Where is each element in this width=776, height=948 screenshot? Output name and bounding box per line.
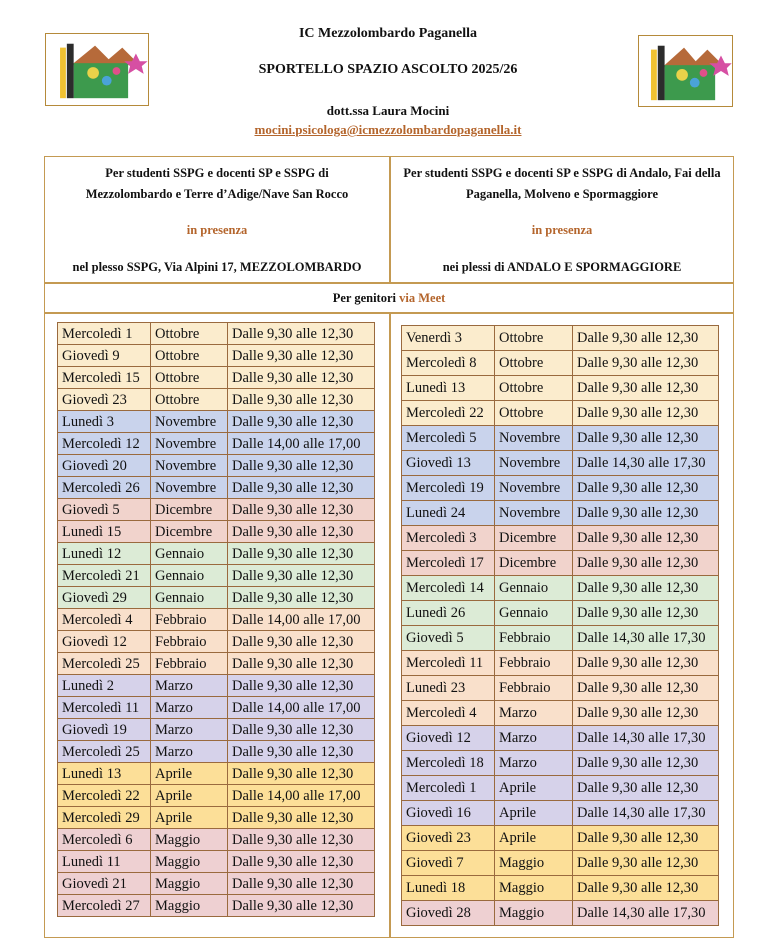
date-cell: Mercoledì 15 bbox=[58, 367, 151, 389]
hours-cell: Dalle 9,30 alle 12,30 bbox=[228, 543, 375, 565]
month-cell: Novembre bbox=[495, 451, 573, 476]
schedule-row bbox=[402, 626, 719, 651]
schedule-row bbox=[58, 697, 375, 719]
schedule-row bbox=[402, 851, 719, 876]
hours-cell: Dalle 9,30 alle 12,30 bbox=[573, 476, 719, 501]
hours-cell: Dalle 14,30 alle 17,30 bbox=[573, 451, 719, 476]
month-cell: Novembre bbox=[495, 476, 573, 501]
month-cell: Maggio bbox=[151, 829, 228, 851]
hours-cell: Dalle 9,30 alle 12,30 bbox=[228, 873, 375, 895]
schedule-row bbox=[402, 826, 719, 851]
month-cell: Ottobre bbox=[495, 326, 573, 351]
date-cell: Mercoledì 17 bbox=[402, 551, 495, 576]
date-cell: Lunedì 26 bbox=[402, 601, 495, 626]
date-cell: Lunedì 13 bbox=[58, 763, 151, 785]
schedule-row bbox=[402, 326, 719, 351]
schedule-row bbox=[58, 411, 375, 433]
hours-cell: Dalle 9,30 alle 12,30 bbox=[228, 345, 375, 367]
date-cell: Mercoledì 5 bbox=[402, 426, 495, 451]
month-cell: Novembre bbox=[495, 501, 573, 526]
hours-cell: Dalle 9,30 alle 12,30 bbox=[573, 701, 719, 726]
hours-cell: Dalle 9,30 alle 12,30 bbox=[573, 351, 719, 376]
hours-cell: Dalle 9,30 alle 12,30 bbox=[228, 851, 375, 873]
date-cell: Giovedì 12 bbox=[58, 631, 151, 653]
schedule-row bbox=[58, 785, 375, 807]
month-cell: Dicembre bbox=[151, 521, 228, 543]
date-cell: Giovedì 12 bbox=[402, 726, 495, 751]
month-cell: Novembre bbox=[151, 477, 228, 499]
hours-cell: Dalle 9,30 alle 12,30 bbox=[228, 631, 375, 653]
month-cell: Ottobre bbox=[495, 401, 573, 426]
date-cell: Giovedì 20 bbox=[58, 455, 151, 477]
schedule-row bbox=[402, 376, 719, 401]
left-audience: Per studenti SSPG e docenti SP e SSPG di Mezzolombardo e Terre d’Adige/Nave San Rocco bbox=[85, 166, 349, 201]
month-cell: Novembre bbox=[151, 411, 228, 433]
date-cell: Giovedì 13 bbox=[402, 451, 495, 476]
hours-cell: Dalle 9,30 alle 12,30 bbox=[573, 551, 719, 576]
schedule-row bbox=[402, 476, 719, 501]
date-cell: Giovedì 19 bbox=[58, 719, 151, 741]
month-cell: Aprile bbox=[495, 801, 573, 826]
month-cell: Marzo bbox=[495, 726, 573, 751]
month-cell: Marzo bbox=[151, 675, 228, 697]
schedule-row bbox=[402, 701, 719, 726]
hours-cell: Dalle 14,30 alle 17,30 bbox=[573, 626, 719, 651]
month-cell: Maggio bbox=[151, 873, 228, 895]
month-cell: Maggio bbox=[151, 851, 228, 873]
date-cell: Lunedì 18 bbox=[402, 876, 495, 901]
schedule-row bbox=[402, 776, 719, 801]
hours-cell: Dalle 9,30 alle 12,30 bbox=[573, 326, 719, 351]
parents-label: Per genitori bbox=[332, 291, 396, 305]
schedule-row bbox=[58, 499, 375, 521]
date-cell: Lunedì 12 bbox=[58, 543, 151, 565]
month-cell: Gennaio bbox=[495, 576, 573, 601]
hours-cell: Dalle 9,30 alle 12,30 bbox=[228, 411, 375, 433]
schedule-row bbox=[58, 873, 375, 895]
month-cell: Dicembre bbox=[151, 499, 228, 521]
month-cell: Ottobre bbox=[495, 376, 573, 401]
month-cell: Marzo bbox=[151, 719, 228, 741]
schedule-row bbox=[402, 351, 719, 376]
schedule-row bbox=[58, 895, 375, 917]
right-column-header bbox=[391, 157, 733, 282]
schedule-row bbox=[58, 521, 375, 543]
schedule-row bbox=[58, 455, 375, 477]
schedule-row bbox=[402, 426, 719, 451]
schedule-row bbox=[58, 565, 375, 587]
month-cell: Novembre bbox=[151, 433, 228, 455]
schedule-row bbox=[58, 543, 375, 565]
hours-cell: Dalle 9,30 alle 12,30 bbox=[573, 851, 719, 876]
date-cell: Giovedì 9 bbox=[58, 345, 151, 367]
right-mode: in presenza bbox=[531, 223, 593, 237]
date-cell: Giovedì 23 bbox=[402, 826, 495, 851]
date-cell: Mercoledì 21 bbox=[58, 565, 151, 587]
left-mode: in presenza bbox=[186, 223, 248, 237]
hours-cell: Dalle 9,30 alle 12,30 bbox=[228, 565, 375, 587]
doctor-name: dott.ssa Laura Mocini bbox=[326, 103, 450, 118]
hours-cell: Dalle 9,30 alle 12,30 bbox=[228, 499, 375, 521]
date-cell: Mercoledì 22 bbox=[402, 401, 495, 426]
month-cell: Maggio bbox=[151, 895, 228, 917]
hours-cell: Dalle 9,30 alle 12,30 bbox=[228, 389, 375, 411]
date-cell: Mercoledì 25 bbox=[58, 653, 151, 675]
month-cell: Aprile bbox=[151, 807, 228, 829]
schedule-row bbox=[58, 609, 375, 631]
schedule-row bbox=[58, 587, 375, 609]
month-cell: Ottobre bbox=[495, 351, 573, 376]
date-cell: Lunedì 11 bbox=[58, 851, 151, 873]
schedule-row bbox=[402, 726, 719, 751]
schedule-row bbox=[402, 601, 719, 626]
schedule-row bbox=[402, 651, 719, 676]
month-cell: Ottobre bbox=[151, 323, 228, 345]
date-cell: Mercoledì 29 bbox=[58, 807, 151, 829]
date-cell: Mercoledì 19 bbox=[402, 476, 495, 501]
date-cell: Venerdì 3 bbox=[402, 326, 495, 351]
schedule-row bbox=[402, 876, 719, 901]
date-cell: Mercoledì 4 bbox=[402, 701, 495, 726]
parents-mode: via Meet bbox=[399, 291, 446, 305]
hours-cell: Dalle 9,30 alle 12,30 bbox=[228, 367, 375, 389]
hours-cell: Dalle 14,00 alle 17,00 bbox=[228, 609, 375, 631]
month-cell: Marzo bbox=[495, 751, 573, 776]
date-cell: Giovedì 29 bbox=[58, 587, 151, 609]
date-cell: Mercoledì 26 bbox=[58, 477, 151, 499]
schedule-row bbox=[58, 741, 375, 763]
schedule-row bbox=[58, 851, 375, 873]
month-cell: Marzo bbox=[495, 701, 573, 726]
schedule-row bbox=[58, 763, 375, 785]
schedule-row bbox=[402, 526, 719, 551]
month-cell: Ottobre bbox=[151, 367, 228, 389]
schedule-row bbox=[58, 477, 375, 499]
month-cell: Maggio bbox=[495, 876, 573, 901]
schedule-row bbox=[58, 675, 375, 697]
parents-row bbox=[45, 284, 733, 312]
hours-cell: Dalle 9,30 alle 12,30 bbox=[228, 807, 375, 829]
month-cell: Novembre bbox=[151, 455, 228, 477]
hours-cell: Dalle 9,30 alle 12,30 bbox=[228, 653, 375, 675]
hours-cell: Dalle 9,30 alle 12,30 bbox=[573, 401, 719, 426]
date-cell: Mercoledì 27 bbox=[58, 895, 151, 917]
schedule-row bbox=[58, 807, 375, 829]
hours-cell: Dalle 9,30 alle 12,30 bbox=[228, 719, 375, 741]
month-cell: Novembre bbox=[495, 426, 573, 451]
month-cell: Aprile bbox=[151, 785, 228, 807]
hours-cell: Dalle 9,30 alle 12,30 bbox=[573, 426, 719, 451]
month-cell: Maggio bbox=[495, 851, 573, 876]
schedule-row bbox=[58, 345, 375, 367]
date-cell: Mercoledì 8 bbox=[402, 351, 495, 376]
month-cell: Gennaio bbox=[151, 587, 228, 609]
left-schedule-table bbox=[57, 322, 375, 917]
month-cell: Febbraio bbox=[151, 631, 228, 653]
month-cell: Febbraio bbox=[151, 653, 228, 675]
date-cell: Giovedì 16 bbox=[402, 801, 495, 826]
date-cell: Mercoledì 3 bbox=[402, 526, 495, 551]
schedule-row bbox=[58, 389, 375, 411]
schedule-row bbox=[402, 576, 719, 601]
hours-cell: Dalle 14,30 alle 17,30 bbox=[573, 726, 719, 751]
date-cell: Giovedì 5 bbox=[58, 499, 151, 521]
date-cell: Mercoledì 1 bbox=[402, 776, 495, 801]
hours-cell: Dalle 9,30 alle 12,30 bbox=[573, 826, 719, 851]
hours-cell: Dalle 14,30 alle 17,30 bbox=[573, 801, 719, 826]
schedule-row bbox=[58, 829, 375, 851]
month-cell: Febbraio bbox=[151, 609, 228, 631]
hours-cell: Dalle 9,30 alle 12,30 bbox=[573, 601, 719, 626]
date-cell: Mercoledì 25 bbox=[58, 741, 151, 763]
schedule-row bbox=[58, 653, 375, 675]
schedule-row bbox=[402, 401, 719, 426]
date-cell: Giovedì 21 bbox=[58, 873, 151, 895]
month-cell: Febbraio bbox=[495, 676, 573, 701]
hours-cell: Dalle 9,30 alle 12,30 bbox=[573, 376, 719, 401]
month-cell: Febbraio bbox=[495, 651, 573, 676]
date-cell: Mercoledì 4 bbox=[58, 609, 151, 631]
schedule-row bbox=[402, 801, 719, 826]
hours-cell: Dalle 9,30 alle 12,30 bbox=[228, 323, 375, 345]
date-cell: Lunedì 3 bbox=[58, 411, 151, 433]
hours-cell: Dalle 9,30 alle 12,30 bbox=[228, 741, 375, 763]
date-cell: Lunedì 13 bbox=[402, 376, 495, 401]
month-cell: Aprile bbox=[151, 763, 228, 785]
email-link[interactable]: mocini.psicologa@icmezzolombardopaganella.it bbox=[254, 122, 522, 137]
hours-cell: Dalle 9,30 alle 12,30 bbox=[228, 455, 375, 477]
hours-cell: Dalle 14,00 alle 17,00 bbox=[228, 697, 375, 719]
date-cell: Mercoledì 22 bbox=[58, 785, 151, 807]
hours-cell: Dalle 9,30 alle 12,30 bbox=[573, 526, 719, 551]
hours-cell: Dalle 9,30 alle 12,30 bbox=[228, 477, 375, 499]
date-cell: Mercoledì 11 bbox=[402, 651, 495, 676]
month-cell: Gennaio bbox=[495, 601, 573, 626]
schedule-row bbox=[402, 901, 719, 926]
date-cell: Mercoledì 11 bbox=[58, 697, 151, 719]
school-name: IC Mezzolombardo Paganella bbox=[298, 26, 478, 41]
date-cell: Giovedì 7 bbox=[402, 851, 495, 876]
month-cell: Gennaio bbox=[151, 565, 228, 587]
month-cell: Aprile bbox=[495, 776, 573, 801]
date-cell: Giovedì 28 bbox=[402, 901, 495, 926]
month-cell: Febbraio bbox=[495, 626, 573, 651]
date-cell: Mercoledì 1 bbox=[58, 323, 151, 345]
date-cell: Lunedì 23 bbox=[402, 676, 495, 701]
month-cell: Marzo bbox=[151, 741, 228, 763]
hours-cell: Dalle 9,30 alle 12,30 bbox=[228, 675, 375, 697]
month-cell: Ottobre bbox=[151, 345, 228, 367]
schedule-row bbox=[58, 433, 375, 455]
schedule-row bbox=[58, 631, 375, 653]
hours-cell: Dalle 9,30 alle 12,30 bbox=[228, 763, 375, 785]
hours-cell: Dalle 9,30 alle 12,30 bbox=[573, 676, 719, 701]
hours-cell: Dalle 9,30 alle 12,30 bbox=[228, 587, 375, 609]
month-cell: Ottobre bbox=[151, 389, 228, 411]
date-cell: Lunedì 15 bbox=[58, 521, 151, 543]
date-cell: Lunedì 2 bbox=[58, 675, 151, 697]
right-audience: Per studenti SSPG e docenti SP e SSPG di Andalo, Fai della Paganella, Molveno e Spormaggiore bbox=[403, 166, 721, 201]
schedule-row bbox=[58, 323, 375, 345]
hours-cell: Dalle 9,30 alle 12,30 bbox=[573, 651, 719, 676]
right-location: nei plessi di ANDALO E SPORMAGGIORE bbox=[442, 260, 682, 274]
left-column-header bbox=[45, 157, 389, 282]
schedule-row bbox=[402, 751, 719, 776]
month-cell: Aprile bbox=[495, 826, 573, 851]
schedule-row bbox=[58, 719, 375, 741]
left-location: nel plesso SSPG, Via Alpini 17, MEZZOLOMBARDO bbox=[72, 260, 362, 274]
hours-cell: Dalle 9,30 alle 12,30 bbox=[228, 521, 375, 543]
month-cell: Dicembre bbox=[495, 551, 573, 576]
month-cell: Gennaio bbox=[151, 543, 228, 565]
hours-cell: Dalle 9,30 alle 12,30 bbox=[573, 576, 719, 601]
month-cell: Dicembre bbox=[495, 526, 573, 551]
schedule-row bbox=[402, 676, 719, 701]
hours-cell: Dalle 9,30 alle 12,30 bbox=[573, 876, 719, 901]
column-divider bbox=[389, 313, 391, 937]
schedule-row bbox=[58, 367, 375, 389]
schedule-row bbox=[402, 451, 719, 476]
hours-cell: Dalle 14,30 alle 17,30 bbox=[573, 901, 719, 926]
hours-cell: Dalle 9,30 alle 12,30 bbox=[573, 776, 719, 801]
month-cell: Maggio bbox=[495, 901, 573, 926]
hours-cell: Dalle 9,30 alle 12,30 bbox=[228, 829, 375, 851]
month-cell: Marzo bbox=[151, 697, 228, 719]
hours-cell: Dalle 14,00 alle 17,00 bbox=[228, 785, 375, 807]
date-cell: Mercoledì 6 bbox=[58, 829, 151, 851]
document-title: SPORTELLO SPAZIO ASCOLTO 2025/26 bbox=[258, 62, 518, 77]
right-schedule-table bbox=[401, 325, 719, 926]
schedule-row bbox=[402, 501, 719, 526]
date-cell: Mercoledì 18 bbox=[402, 751, 495, 776]
date-cell: Giovedì 23 bbox=[58, 389, 151, 411]
date-cell: Mercoledì 14 bbox=[402, 576, 495, 601]
date-cell: Giovedì 5 bbox=[402, 626, 495, 651]
hours-cell: Dalle 9,30 alle 12,30 bbox=[573, 501, 719, 526]
date-cell: Lunedì 24 bbox=[402, 501, 495, 526]
hours-cell: Dalle 14,00 alle 17,00 bbox=[228, 433, 375, 455]
schedule-row bbox=[402, 551, 719, 576]
hours-cell: Dalle 9,30 alle 12,30 bbox=[228, 895, 375, 917]
date-cell: Mercoledì 12 bbox=[58, 433, 151, 455]
hours-cell: Dalle 9,30 alle 12,30 bbox=[573, 751, 719, 776]
